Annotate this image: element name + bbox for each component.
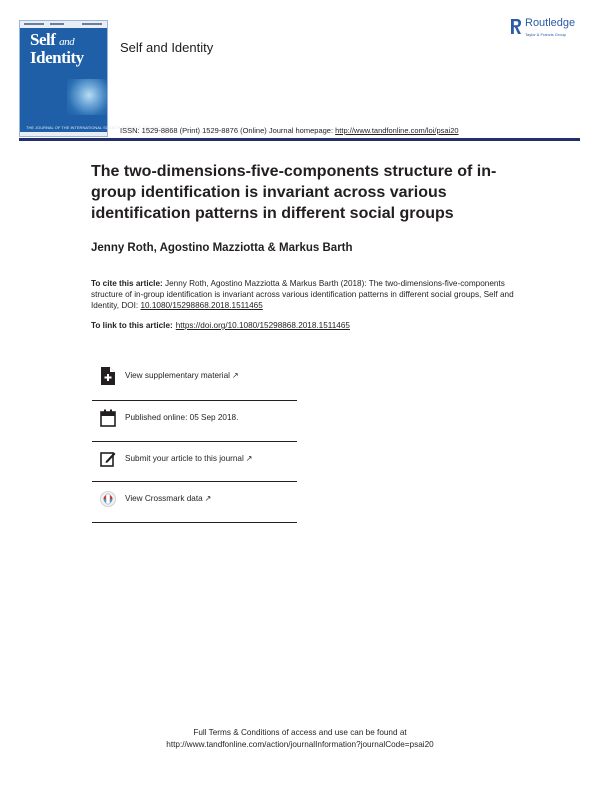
- article-link-line: [91, 321, 350, 330]
- cover-artwork: [67, 79, 107, 115]
- article-title: The two-dimensions-five-components structure of in-group identification is invariant across various identification patterns in different social groups: [91, 163, 497, 222]
- journal-cover: [19, 20, 170, 137]
- view-supplementary-material-action[interactable]: [97, 367, 297, 391]
- action-label: View supplementary material: [125, 371, 230, 380]
- issn-line: [120, 126, 459, 135]
- citation-doi-link[interactable]: 10.1080/15298868.2018.1511465: [140, 301, 263, 310]
- footer-terms-link[interactable]: http://www.tandfonline.com/action/journalInformation?journalCode=psai20: [166, 740, 434, 749]
- logo-wordmark: Routledge: [525, 17, 576, 29]
- cover-title: Self and Identity: [30, 30, 84, 67]
- crossmark-icon: [100, 490, 116, 508]
- journal-name: Self and Identity: [120, 40, 214, 55]
- article-doi-link[interactable]: https://doi.org/10.1080/15298868.2018.1511465: [175, 321, 350, 330]
- supplementary-file-icon: [100, 367, 116, 385]
- view-crossmark-action[interactable]: [97, 490, 297, 514]
- logo-subtitle: Taylor & Francis Group: [525, 32, 566, 37]
- cover-top-bar: [20, 21, 107, 28]
- divider: [92, 441, 297, 442]
- calendar-icon: [100, 409, 116, 427]
- journal-homepage-link[interactable]: http://www.tandfonline.com/loi/psai20: [335, 126, 459, 135]
- article-authors: Jenny Roth, Agostino Mazziotta & Markus Barth: [91, 242, 353, 254]
- citation-block: [91, 278, 521, 311]
- external-link-icon: ↗: [231, 371, 239, 380]
- footer-terms: [100, 727, 500, 751]
- action-label: View Crossmark data: [125, 494, 203, 503]
- divider: [92, 400, 297, 401]
- issn-text: ISSN: 1529-8868 (Print) 1529-8876 (Online) Journal homepage:: [120, 126, 336, 135]
- divider: [92, 522, 297, 523]
- cover-publisher-label: THE JOURNAL OF THE INTERNATIONAL SOCIETY FOR SELF AND IDENTITY: [26, 125, 170, 130]
- routledge-logo[interactable]: [510, 16, 590, 42]
- citation-label: To cite this article:: [91, 279, 163, 288]
- published-date-label: Published online: 05 Sep 2018.: [125, 413, 239, 422]
- footer-terms-text: Full Terms & Conditions of access and use can be found at: [193, 728, 407, 737]
- action-label: Submit your article to this journal: [125, 454, 244, 463]
- published-online-info: [97, 409, 297, 433]
- cover-bottom-bar: [20, 132, 107, 136]
- edit-icon: [100, 450, 116, 468]
- header-rule: [19, 138, 580, 141]
- citation-text: Jenny Roth, Agostino Mazziotta & Markus Barth (2018): The two-dimensions-five-components structure of in-group identification is invariant across various identification patterns in different social groups, Self and Identity, DOI:: [91, 279, 514, 310]
- divider: [92, 481, 297, 482]
- routledge-r-logo-icon: [510, 18, 522, 35]
- external-link-icon: ↗: [245, 454, 253, 463]
- link-label: To link to this article:: [91, 321, 173, 330]
- submit-article-action[interactable]: [97, 450, 297, 474]
- external-link-icon: ↗: [204, 494, 212, 503]
